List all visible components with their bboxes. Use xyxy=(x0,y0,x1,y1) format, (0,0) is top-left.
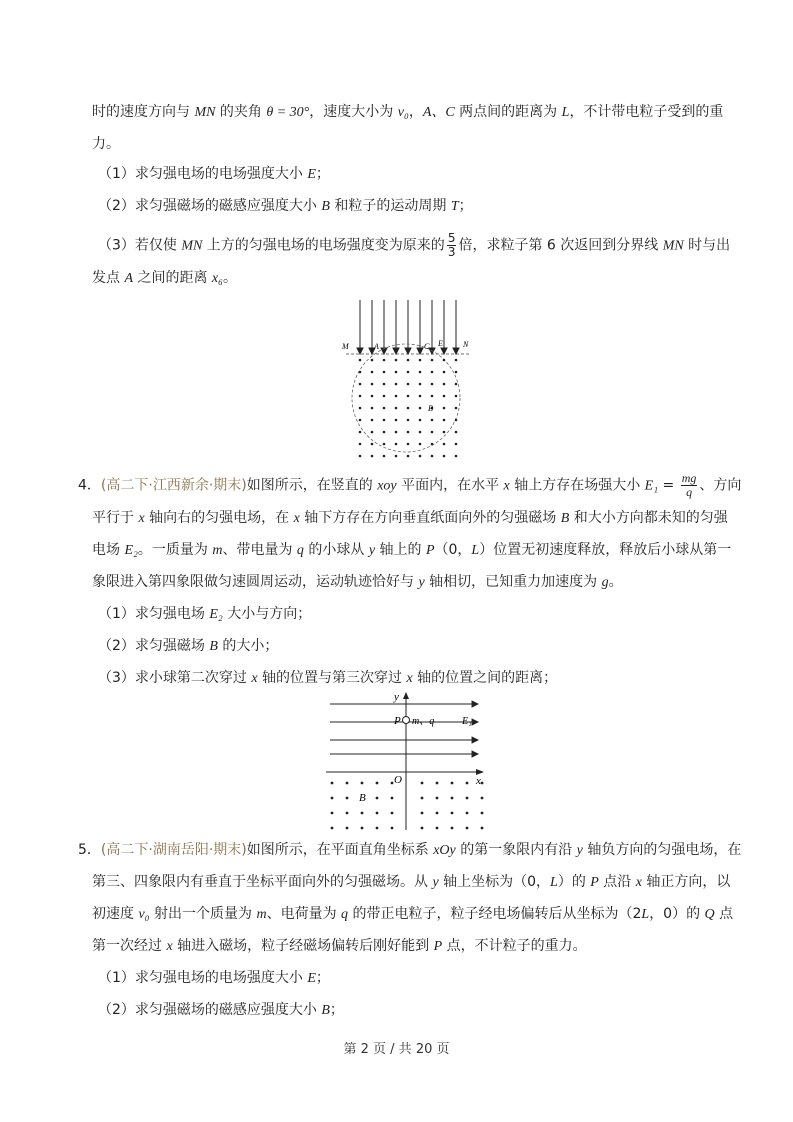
text: 轴相切，已知重力加速度为 xyxy=(424,574,602,590)
field-dot xyxy=(359,383,362,386)
field-dot xyxy=(391,812,394,815)
field-dot xyxy=(346,782,349,785)
field-dot xyxy=(451,797,454,800)
field-dot xyxy=(383,443,386,446)
text: （1）求匀强电场的电场强度大小 xyxy=(98,970,308,986)
text: ； xyxy=(315,970,330,986)
field-dot xyxy=(407,395,410,398)
field-dot xyxy=(371,371,374,374)
field-dot xyxy=(383,455,386,458)
field-dot xyxy=(376,782,379,785)
var-l: L xyxy=(550,875,558,890)
field-dot xyxy=(455,431,458,434)
text: （3）若仅使 xyxy=(98,237,182,254)
y-axis-arrow xyxy=(403,692,409,699)
field-dot xyxy=(436,827,439,830)
text: 倍，求粒子第 6 次返回到分界线 xyxy=(458,237,663,254)
q4-subquestion-1 xyxy=(98,604,311,625)
text: ； xyxy=(458,198,473,214)
q4-subquestion-3 xyxy=(98,668,557,689)
text: 、方向 xyxy=(699,477,742,494)
var-v0: v₀ xyxy=(138,907,150,922)
field-dot xyxy=(371,407,374,410)
var-mn: MN xyxy=(181,238,203,254)
field-dot xyxy=(419,407,422,410)
field-dot xyxy=(455,383,458,386)
field-dot xyxy=(407,431,410,434)
field-dot xyxy=(383,395,386,398)
field-dot xyxy=(407,359,410,362)
q5-line-2 xyxy=(92,872,730,893)
field-dot xyxy=(466,797,469,800)
field-dot xyxy=(419,419,422,422)
field-dot xyxy=(455,455,458,458)
field-dot xyxy=(451,812,454,815)
field-dot xyxy=(466,782,469,785)
field-dot xyxy=(419,383,422,386)
text: 电场 xyxy=(92,542,125,558)
q4-line-2 xyxy=(92,508,728,529)
var-b: B xyxy=(560,511,570,526)
label-m: M xyxy=(342,342,349,351)
text: 点沿 xyxy=(598,874,636,890)
var-a: A xyxy=(124,271,134,286)
field-dot xyxy=(376,812,379,815)
q5-line-1 xyxy=(78,840,741,861)
text: 大小与方向； xyxy=(222,606,312,622)
q3-subquestion-1 xyxy=(98,164,330,185)
var-x: x xyxy=(293,511,300,526)
var-m: m xyxy=(256,907,267,922)
var-y: y xyxy=(418,575,425,590)
field-dot xyxy=(481,827,484,830)
label-a: A xyxy=(374,342,379,351)
text: 、电荷量为 xyxy=(266,906,342,922)
field-dot xyxy=(431,431,434,434)
var-xoy: xOy xyxy=(433,843,456,858)
field-dot xyxy=(376,797,379,800)
text: 、带电量为 xyxy=(222,542,297,558)
q4-line-3 xyxy=(92,540,731,561)
field-dot xyxy=(419,371,422,374)
field-dot xyxy=(419,431,422,434)
field-dot xyxy=(455,419,458,422)
field-dot xyxy=(431,419,434,422)
text: ，0）的 xyxy=(649,906,705,922)
text: 轴正方向，以 xyxy=(641,874,731,890)
field-dot xyxy=(443,395,446,398)
var-theta: θ = 30° xyxy=(266,105,310,120)
denominator: 3 xyxy=(447,245,456,259)
field-dot xyxy=(376,827,379,830)
var-l: L xyxy=(641,907,650,922)
var-mn: MN xyxy=(662,238,684,254)
var-l: L xyxy=(471,543,480,558)
field-dot xyxy=(455,443,458,446)
field-dot xyxy=(407,371,410,374)
field-dot xyxy=(443,407,446,410)
field-dot xyxy=(395,383,398,386)
electric-field-lines xyxy=(330,701,478,757)
text: 发点 xyxy=(92,270,125,286)
q4-subquestion-2 xyxy=(98,636,278,657)
text: 轴的位置与第三次穿过 xyxy=(257,670,407,686)
field-dot xyxy=(395,443,398,446)
var-q: q xyxy=(296,543,304,558)
text: 。 xyxy=(608,574,623,590)
text: 点，不计粒子的重力。 xyxy=(442,938,587,954)
var-e: E xyxy=(307,971,316,986)
var-ac: A、C xyxy=(422,105,455,120)
field-dot xyxy=(371,455,374,458)
var-p: P xyxy=(433,939,443,954)
text: 上方的匀强电场的电场强度变为原来的 xyxy=(202,237,445,254)
field-dot xyxy=(383,371,386,374)
var-v0: v₀ xyxy=(397,105,409,120)
field-dot xyxy=(443,371,446,374)
q3-subquestion-3 xyxy=(98,232,730,259)
page-footer: 第 2 页 / 共 20 页 xyxy=(343,1042,450,1057)
text: = xyxy=(658,477,679,494)
var-p: P xyxy=(425,543,435,558)
text: 轴的位置之间的距离； xyxy=(412,670,558,686)
label-c: C xyxy=(424,342,430,351)
field-dot xyxy=(407,383,410,386)
text: 如图所示，在平面直角坐标系 xyxy=(246,842,434,858)
field-dot xyxy=(421,827,424,830)
text: 。 xyxy=(223,270,238,286)
field-dot xyxy=(431,443,434,446)
label-x: x xyxy=(476,775,481,787)
var-g: g xyxy=(601,575,609,590)
field-dot xyxy=(331,797,334,800)
field-dot xyxy=(361,782,364,785)
field-dot xyxy=(451,827,454,830)
label-n: N xyxy=(463,340,469,349)
q3-subquestion-3-cont xyxy=(92,268,237,289)
field-dot xyxy=(359,371,362,374)
field-dot xyxy=(407,455,410,458)
field-dot xyxy=(421,782,424,785)
field-dot xyxy=(481,812,484,815)
var-b: B xyxy=(321,1003,330,1018)
field-dot xyxy=(419,359,422,362)
field-dot xyxy=(395,419,398,422)
field-dot xyxy=(407,443,410,446)
field-dot xyxy=(481,797,484,800)
var-y: y xyxy=(432,875,439,890)
field-dot xyxy=(443,359,446,362)
var-x6: x₆ xyxy=(211,271,224,286)
text: 的夹角 xyxy=(215,104,267,120)
q3-line-1 xyxy=(92,102,723,123)
field-dot xyxy=(331,812,334,815)
field-dot xyxy=(371,359,374,362)
text: 第三、四象限内有垂直于坐标平面向外的匀强磁场。从 xyxy=(92,874,433,890)
field-dot xyxy=(331,782,334,785)
q5-subquestion-2 xyxy=(98,1000,344,1021)
field-dot xyxy=(346,797,349,800)
var-q-point: Q xyxy=(704,907,715,922)
numerator: 5 xyxy=(447,231,456,245)
field-dot xyxy=(466,827,469,830)
field-dot xyxy=(419,455,422,458)
magnetic-field-dots xyxy=(331,782,484,830)
text: 轴负方向的匀强电场，在 xyxy=(582,842,742,858)
field-dot xyxy=(455,395,458,398)
field-dot xyxy=(395,455,398,458)
field-dot xyxy=(359,407,362,410)
field-dot xyxy=(383,407,386,410)
text: 轴上坐标为（0， xyxy=(438,874,551,890)
fraction-mg-q xyxy=(681,472,698,499)
q5-line-4 xyxy=(92,936,587,957)
field-dot xyxy=(436,797,439,800)
field-dot xyxy=(383,383,386,386)
field-dot xyxy=(451,782,454,785)
field-dot xyxy=(391,827,394,830)
field-dot xyxy=(395,407,398,410)
denominator: q xyxy=(686,485,693,499)
field-dot xyxy=(361,827,364,830)
field-dot xyxy=(395,371,398,374)
magnetic-field-dots xyxy=(359,359,458,458)
field-dot xyxy=(421,797,424,800)
text: 时与出 xyxy=(683,237,731,254)
field-dot xyxy=(443,431,446,434)
field-dot xyxy=(395,359,398,362)
field-dot xyxy=(359,359,362,362)
text: ， xyxy=(408,104,423,120)
var-l: L xyxy=(561,105,570,120)
text: ； xyxy=(329,1002,344,1018)
var-e2: E₂ xyxy=(209,607,223,622)
text: 平面内，在水平 xyxy=(396,477,504,494)
text: 轴上方存在场强大小 xyxy=(509,477,641,494)
field-dot xyxy=(371,395,374,398)
var-mn: MN xyxy=(194,105,216,120)
var-x: x xyxy=(251,671,258,686)
label-b: B xyxy=(359,792,366,804)
text: 初速度 xyxy=(92,906,139,922)
field-dot xyxy=(395,431,398,434)
field-dot xyxy=(383,359,386,362)
text: 轴上的 xyxy=(375,542,426,558)
field-dot xyxy=(443,383,446,386)
text: 两点间的距离为 xyxy=(454,104,562,120)
field-dot xyxy=(371,443,374,446)
var-y: y xyxy=(368,543,376,558)
var-e: E xyxy=(307,167,316,182)
text: 的带正电粒子，粒子经电场偏转后从坐标为（2 xyxy=(348,906,642,922)
field-dot xyxy=(431,359,434,362)
text: ，速度大小为 xyxy=(309,104,398,120)
text: （1）求匀强电场 xyxy=(98,606,210,622)
question-number: 4． xyxy=(78,477,101,494)
var-xoy: xoy xyxy=(377,478,397,494)
field-dot xyxy=(407,419,410,422)
text: （0， xyxy=(434,542,472,558)
text: （1）求匀强电场的电场强度大小 xyxy=(98,166,308,182)
text: 第一次经过 xyxy=(92,938,167,954)
field-dot xyxy=(431,371,434,374)
text: （2）求匀强磁场 xyxy=(98,638,210,654)
field-dot xyxy=(391,797,394,800)
text: 轴进入磁场，粒子经磁场偏转后刚好能到 xyxy=(172,938,434,954)
text: 轴向右的匀强电场，在 xyxy=(144,510,294,526)
text: （2）求匀强磁场的磁感应强度大小 xyxy=(98,198,322,214)
field-dot xyxy=(359,455,362,458)
q5-line-3 xyxy=(92,904,733,925)
field-dot xyxy=(455,359,458,362)
var-t: T xyxy=(450,199,459,214)
var-x: x xyxy=(503,478,510,494)
field-dot xyxy=(359,419,362,422)
field-dot xyxy=(419,395,422,398)
var-y: y xyxy=(576,843,583,858)
text: 和粒子的运动周期 xyxy=(329,198,451,214)
text: ，不计带电粒子受到的重 xyxy=(569,104,724,120)
label-p: P xyxy=(394,715,401,727)
field-dot xyxy=(359,395,362,398)
field-dot xyxy=(431,395,434,398)
var-e1: E₁ xyxy=(644,478,659,494)
label-mq: m、q xyxy=(412,716,435,727)
var-x: x xyxy=(635,875,642,890)
field-dot xyxy=(455,371,458,374)
text: 的小球从 xyxy=(303,542,369,558)
field-dot xyxy=(421,812,424,815)
field-dot xyxy=(346,827,349,830)
text: 和大小方向都未知的匀强 xyxy=(569,510,728,526)
text: 象限进入第四象限做匀速圆周运动，运动轨迹恰好与 xyxy=(92,574,419,590)
label-o: O xyxy=(394,774,402,786)
text: 的大小； xyxy=(217,638,279,654)
field-dot xyxy=(331,827,334,830)
question-source: (高二下·湖南岳阳·期末) xyxy=(100,842,247,858)
q4-line-1 xyxy=(78,472,741,499)
text: 的第一象限内有沿 xyxy=(455,842,577,858)
q4-line-4 xyxy=(92,572,623,593)
text: （3）求小球第二次穿过 xyxy=(98,670,252,686)
q3-figure xyxy=(336,296,476,458)
label-b: B xyxy=(428,404,433,413)
text: 射出一个质量为 xyxy=(149,906,257,922)
var-b: B xyxy=(321,199,330,214)
text: 。一质量为 xyxy=(137,542,213,558)
field-dot xyxy=(361,812,364,815)
var-e2: E₂ xyxy=(124,543,138,558)
var-m: m xyxy=(212,543,223,558)
field-dot xyxy=(431,455,434,458)
field-dot xyxy=(391,782,394,785)
label-y: y xyxy=(394,691,399,703)
text: ）的 xyxy=(557,874,591,890)
field-dot xyxy=(443,419,446,422)
field-dot xyxy=(419,443,422,446)
text: 点 xyxy=(714,906,734,922)
var-b: B xyxy=(209,639,218,654)
q5-subquestion-1 xyxy=(98,968,330,989)
field-dot xyxy=(383,419,386,422)
text: （2）求匀强磁场的磁感应强度大小 xyxy=(98,1002,322,1018)
text: ）位置无初速度释放，释放后小球从第一 xyxy=(479,542,732,558)
q3-subquestion-2 xyxy=(98,196,473,217)
var-x: x xyxy=(406,671,413,686)
var-p: P xyxy=(590,875,599,890)
text: 之间的距离 xyxy=(133,270,212,286)
label-e: E xyxy=(438,339,443,348)
field-dot xyxy=(383,431,386,434)
field-arrows xyxy=(357,300,459,354)
question-source: (高二下·江西新余·期末) xyxy=(100,477,247,494)
var-x: x xyxy=(138,511,145,526)
field-dot xyxy=(443,443,446,446)
field-dot xyxy=(359,431,362,434)
ball xyxy=(403,717,410,724)
field-dot xyxy=(407,407,410,410)
text: 时的速度方向与 xyxy=(92,104,195,120)
q4-figure xyxy=(322,690,490,830)
field-dot xyxy=(443,455,446,458)
text: 平行于 xyxy=(92,510,139,526)
var-x: x xyxy=(166,939,173,954)
field-dot xyxy=(455,407,458,410)
text: 如图所示，在竖直的 xyxy=(246,477,378,494)
field-dot xyxy=(466,812,469,815)
numerator: mg xyxy=(681,471,697,485)
field-dot xyxy=(395,395,398,398)
field-dot xyxy=(436,782,439,785)
field-dot xyxy=(371,419,374,422)
q3-line-2: 力。 xyxy=(92,136,120,152)
question-number: 5． xyxy=(78,842,101,858)
field-dot xyxy=(371,383,374,386)
text: ； xyxy=(315,166,330,182)
label-e1: E₁ xyxy=(462,716,472,727)
text: 轴下方存在方向垂直纸面向外的匀强磁场 xyxy=(299,510,561,526)
field-dot xyxy=(346,812,349,815)
field-dot xyxy=(431,383,434,386)
field-dot xyxy=(481,782,484,785)
field-dot xyxy=(371,431,374,434)
var-q: q xyxy=(341,907,349,922)
field-dot xyxy=(436,812,439,815)
field-dot xyxy=(359,443,362,446)
fraction-5-3 xyxy=(447,232,457,259)
